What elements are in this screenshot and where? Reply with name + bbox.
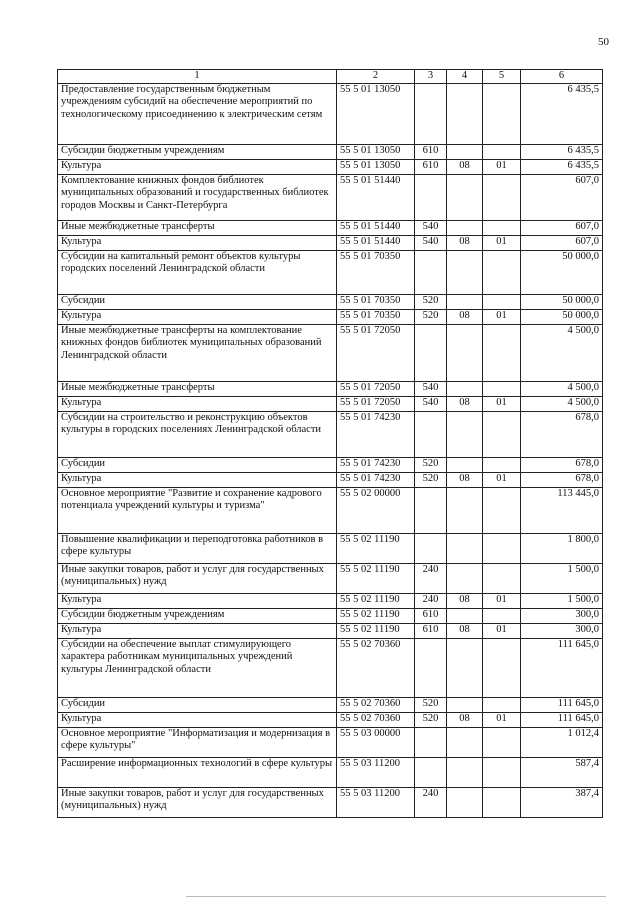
row-code-cell: 55 5 01 51440: [337, 220, 415, 235]
row-subsection-cell: 01: [483, 309, 521, 324]
row-subsection-cell: [483, 144, 521, 159]
row-type-cell: 610: [415, 144, 447, 159]
row-description-cell: Субсидии: [58, 294, 337, 309]
table-row: [58, 381, 603, 396]
table-row: [58, 563, 603, 593]
row-code-cell: 55 5 01 74230: [337, 457, 415, 472]
row-description-cell: Субсидии на строительство и реконструкцию объектов культуры в городских поселениях Ленинградской области: [58, 411, 337, 457]
row-section-cell: [447, 727, 483, 757]
row-section-cell: [447, 83, 483, 144]
row-description-cell: Культура: [58, 472, 337, 487]
row-type-cell: [415, 533, 447, 563]
row-code-cell: 55 5 03 11200: [337, 787, 415, 817]
row-subsection-cell: [483, 411, 521, 457]
row-code-cell: 55 5 01 74230: [337, 472, 415, 487]
row-type-cell: 520: [415, 697, 447, 712]
row-code-cell: 55 5 01 70350: [337, 309, 415, 324]
row-type-cell: 520: [415, 294, 447, 309]
row-amount-cell: 387,4: [521, 787, 603, 817]
table-row: [58, 457, 603, 472]
row-description-cell: Субсидии: [58, 457, 337, 472]
row-amount-cell: 1 012,4: [521, 727, 603, 757]
row-section-cell: [447, 174, 483, 220]
row-type-cell: [415, 638, 447, 697]
row-subsection-cell: [483, 324, 521, 381]
row-amount-cell: 678,0: [521, 457, 603, 472]
row-subsection-cell: [483, 608, 521, 623]
row-amount-cell: 4 500,0: [521, 324, 603, 381]
row-description-cell: Субсидии: [58, 697, 337, 712]
row-type-cell: 610: [415, 159, 447, 174]
row-amount-cell: 4 500,0: [521, 381, 603, 396]
row-subsection-cell: 01: [483, 472, 521, 487]
table-row: [58, 727, 603, 757]
table-row: [58, 757, 603, 787]
row-subsection-cell: 01: [483, 159, 521, 174]
table-row: [58, 472, 603, 487]
row-subsection-cell: [483, 174, 521, 220]
row-amount-cell: 111 645,0: [521, 712, 603, 727]
row-type-cell: 540: [415, 396, 447, 411]
row-code-cell: 55 5 01 13050: [337, 144, 415, 159]
row-code-cell: 55 5 02 11190: [337, 563, 415, 593]
row-description-cell: Культура: [58, 623, 337, 638]
row-section-cell: [447, 533, 483, 563]
table-row: [58, 324, 603, 381]
row-amount-cell: 50 000,0: [521, 294, 603, 309]
row-description-cell: Иные закупки товаров, работ и услуг для государственных (муниципальных) нужд: [58, 787, 337, 817]
row-description-cell: Субсидии на обеспечение выплат стимулирующего характера работникам муниципальных учреждений культуры Ленинградской области: [58, 638, 337, 697]
row-code-cell: 55 5 01 70350: [337, 294, 415, 309]
row-description-cell: Субсидии бюджетным учреждениям: [58, 144, 337, 159]
row-description-cell: Культура: [58, 159, 337, 174]
row-subsection-cell: [483, 533, 521, 563]
header-cell: 3: [415, 70, 447, 84]
row-subsection-cell: [483, 220, 521, 235]
row-section-cell: [447, 638, 483, 697]
row-section-cell: [447, 324, 483, 381]
row-type-cell: 240: [415, 787, 447, 817]
header-cell: 5: [483, 70, 521, 84]
row-section-cell: 08: [447, 623, 483, 638]
table-header-row: [58, 70, 603, 84]
row-amount-cell: 678,0: [521, 472, 603, 487]
row-subsection-cell: 01: [483, 235, 521, 250]
table-row: [58, 174, 603, 220]
row-type-cell: 520: [415, 457, 447, 472]
row-type-cell: [415, 324, 447, 381]
row-amount-cell: 1 800,0: [521, 533, 603, 563]
row-description-cell: Культура: [58, 593, 337, 608]
row-section-cell: [447, 563, 483, 593]
row-description-cell: Иные межбюджетные трансферты: [58, 220, 337, 235]
table-row: [58, 83, 603, 144]
row-type-cell: 520: [415, 472, 447, 487]
table-row: [58, 309, 603, 324]
row-type-cell: [415, 83, 447, 144]
page-number: 50: [598, 36, 609, 48]
row-subsection-cell: [483, 250, 521, 294]
row-description-cell: Культура: [58, 712, 337, 727]
row-section-cell: 08: [447, 159, 483, 174]
row-description-cell: Основное мероприятие "Развитие и сохранение кадрового потенциала учреждений культуры и туризма": [58, 487, 337, 533]
row-subsection-cell: [483, 294, 521, 309]
row-type-cell: 540: [415, 381, 447, 396]
row-description-cell: Культура: [58, 235, 337, 250]
row-amount-cell: 607,0: [521, 220, 603, 235]
row-code-cell: 55 5 02 70360: [337, 712, 415, 727]
row-section-cell: [447, 457, 483, 472]
row-code-cell: 55 5 02 11190: [337, 593, 415, 608]
row-amount-cell: 678,0: [521, 411, 603, 457]
row-section-cell: 08: [447, 235, 483, 250]
row-description-cell: Субсидии на капитальный ремонт объектов культуры городских поселений Ленинградской области: [58, 250, 337, 294]
row-description-cell: Субсидии бюджетным учреждениям: [58, 608, 337, 623]
row-type-cell: [415, 250, 447, 294]
row-subsection-cell: [483, 457, 521, 472]
row-code-cell: 55 5 01 72050: [337, 324, 415, 381]
table-row: [58, 220, 603, 235]
row-description-cell: Основное мероприятие "Информатизация и модернизация в сфере культуры": [58, 727, 337, 757]
row-code-cell: 55 5 02 11190: [337, 623, 415, 638]
row-code-cell: 55 5 02 70360: [337, 638, 415, 697]
table-row: [58, 608, 603, 623]
row-description-cell: Иные закупки товаров, работ и услуг для государственных (муниципальных) нужд: [58, 563, 337, 593]
row-type-cell: 520: [415, 309, 447, 324]
row-code-cell: 55 5 01 72050: [337, 396, 415, 411]
row-amount-cell: 111 645,0: [521, 697, 603, 712]
row-subsection-cell: 01: [483, 623, 521, 638]
row-description-cell: Иные межбюджетные трансферты: [58, 381, 337, 396]
row-section-cell: 08: [447, 396, 483, 411]
table-row: [58, 144, 603, 159]
row-type-cell: 540: [415, 235, 447, 250]
table-row: [58, 638, 603, 697]
row-section-cell: [447, 144, 483, 159]
row-type-cell: [415, 174, 447, 220]
table-row: [58, 235, 603, 250]
row-code-cell: 55 5 03 11200: [337, 757, 415, 787]
row-subsection-cell: 01: [483, 593, 521, 608]
header-cell: 1: [58, 70, 337, 84]
table-row: [58, 294, 603, 309]
row-description-cell: Комплектование книжных фондов библиотек муниципальных образований и государственных библиотек городов Москвы и Санкт-Петербурга: [58, 174, 337, 220]
row-type-cell: 610: [415, 623, 447, 638]
budget-table-body: [58, 70, 603, 818]
table-row: [58, 697, 603, 712]
header-cell: 2: [337, 70, 415, 84]
row-amount-cell: 607,0: [521, 174, 603, 220]
row-subsection-cell: 01: [483, 712, 521, 727]
row-subsection-cell: [483, 697, 521, 712]
row-description-cell: Иные межбюджетные трансферты на комплектование книжных фондов библиотек муниципальных образований Ленинградской области: [58, 324, 337, 381]
row-code-cell: 55 5 01 70350: [337, 250, 415, 294]
row-section-cell: [447, 757, 483, 787]
row-type-cell: [415, 411, 447, 457]
row-code-cell: 55 5 01 72050: [337, 381, 415, 396]
row-section-cell: [447, 294, 483, 309]
row-type-cell: 240: [415, 593, 447, 608]
header-cell: 6: [521, 70, 603, 84]
table-row: [58, 396, 603, 411]
row-amount-cell: 587,4: [521, 757, 603, 787]
row-amount-cell: 300,0: [521, 623, 603, 638]
row-type-cell: [415, 757, 447, 787]
row-amount-cell: 1 500,0: [521, 593, 603, 608]
row-description-cell: Повышение квалификации и переподготовка работников в сфере культуры: [58, 533, 337, 563]
row-section-cell: 08: [447, 309, 483, 324]
row-section-cell: [447, 220, 483, 235]
row-section-cell: 08: [447, 593, 483, 608]
bottom-rule: [186, 896, 606, 897]
row-amount-cell: 111 645,0: [521, 638, 603, 697]
row-subsection-cell: [483, 638, 521, 697]
row-section-cell: [447, 250, 483, 294]
table-row: [58, 411, 603, 457]
table-row: [58, 787, 603, 817]
row-type-cell: 610: [415, 608, 447, 623]
row-subsection-cell: [483, 563, 521, 593]
table-row: [58, 712, 603, 727]
table-row: [58, 533, 603, 563]
row-subsection-cell: 01: [483, 396, 521, 411]
row-description-cell: Культура: [58, 309, 337, 324]
row-type-cell: 240: [415, 563, 447, 593]
row-code-cell: 55 5 01 13050: [337, 159, 415, 174]
row-amount-cell: 300,0: [521, 608, 603, 623]
table-row: [58, 623, 603, 638]
row-amount-cell: 113 445,0: [521, 487, 603, 533]
row-code-cell: 55 5 01 51440: [337, 174, 415, 220]
row-subsection-cell: [483, 487, 521, 533]
row-code-cell: 55 5 02 70360: [337, 697, 415, 712]
row-code-cell: 55 5 02 11190: [337, 608, 415, 623]
row-code-cell: 55 5 03 00000: [337, 727, 415, 757]
row-subsection-cell: [483, 757, 521, 787]
row-amount-cell: 607,0: [521, 235, 603, 250]
row-amount-cell: 50 000,0: [521, 309, 603, 324]
row-amount-cell: 1 500,0: [521, 563, 603, 593]
row-subsection-cell: [483, 787, 521, 817]
row-subsection-cell: [483, 727, 521, 757]
row-amount-cell: 6 435,5: [521, 144, 603, 159]
row-subsection-cell: [483, 381, 521, 396]
row-code-cell: 55 5 02 00000: [337, 487, 415, 533]
row-amount-cell: 6 435,5: [521, 83, 603, 144]
table-row: [58, 250, 603, 294]
row-subsection-cell: [483, 83, 521, 144]
budget-table: [57, 69, 603, 818]
row-description-cell: Культура: [58, 396, 337, 411]
row-amount-cell: 50 000,0: [521, 250, 603, 294]
table-row: [58, 593, 603, 608]
row-amount-cell: 4 500,0: [521, 396, 603, 411]
row-section-cell: [447, 381, 483, 396]
header-cell: 4: [447, 70, 483, 84]
row-code-cell: 55 5 01 74230: [337, 411, 415, 457]
table-row: [58, 487, 603, 533]
row-type-cell: [415, 487, 447, 533]
row-section-cell: [447, 787, 483, 817]
row-code-cell: 55 5 01 13050: [337, 83, 415, 144]
row-description-cell: Расширение информационных технологий в сфере культуры: [58, 757, 337, 787]
row-section-cell: [447, 608, 483, 623]
row-code-cell: 55 5 02 11190: [337, 533, 415, 563]
row-section-cell: [447, 411, 483, 457]
row-amount-cell: 6 435,5: [521, 159, 603, 174]
table-row: [58, 159, 603, 174]
row-type-cell: 520: [415, 712, 447, 727]
row-section-cell: 08: [447, 712, 483, 727]
row-type-cell: 540: [415, 220, 447, 235]
row-code-cell: 55 5 01 51440: [337, 235, 415, 250]
row-section-cell: 08: [447, 472, 483, 487]
row-type-cell: [415, 727, 447, 757]
row-section-cell: [447, 487, 483, 533]
row-section-cell: [447, 697, 483, 712]
row-description-cell: Предоставление государственным бюджетным учреждениям субсидий на обеспечение мероприятий по технологическому присоединению к электрическим сетям: [58, 83, 337, 144]
